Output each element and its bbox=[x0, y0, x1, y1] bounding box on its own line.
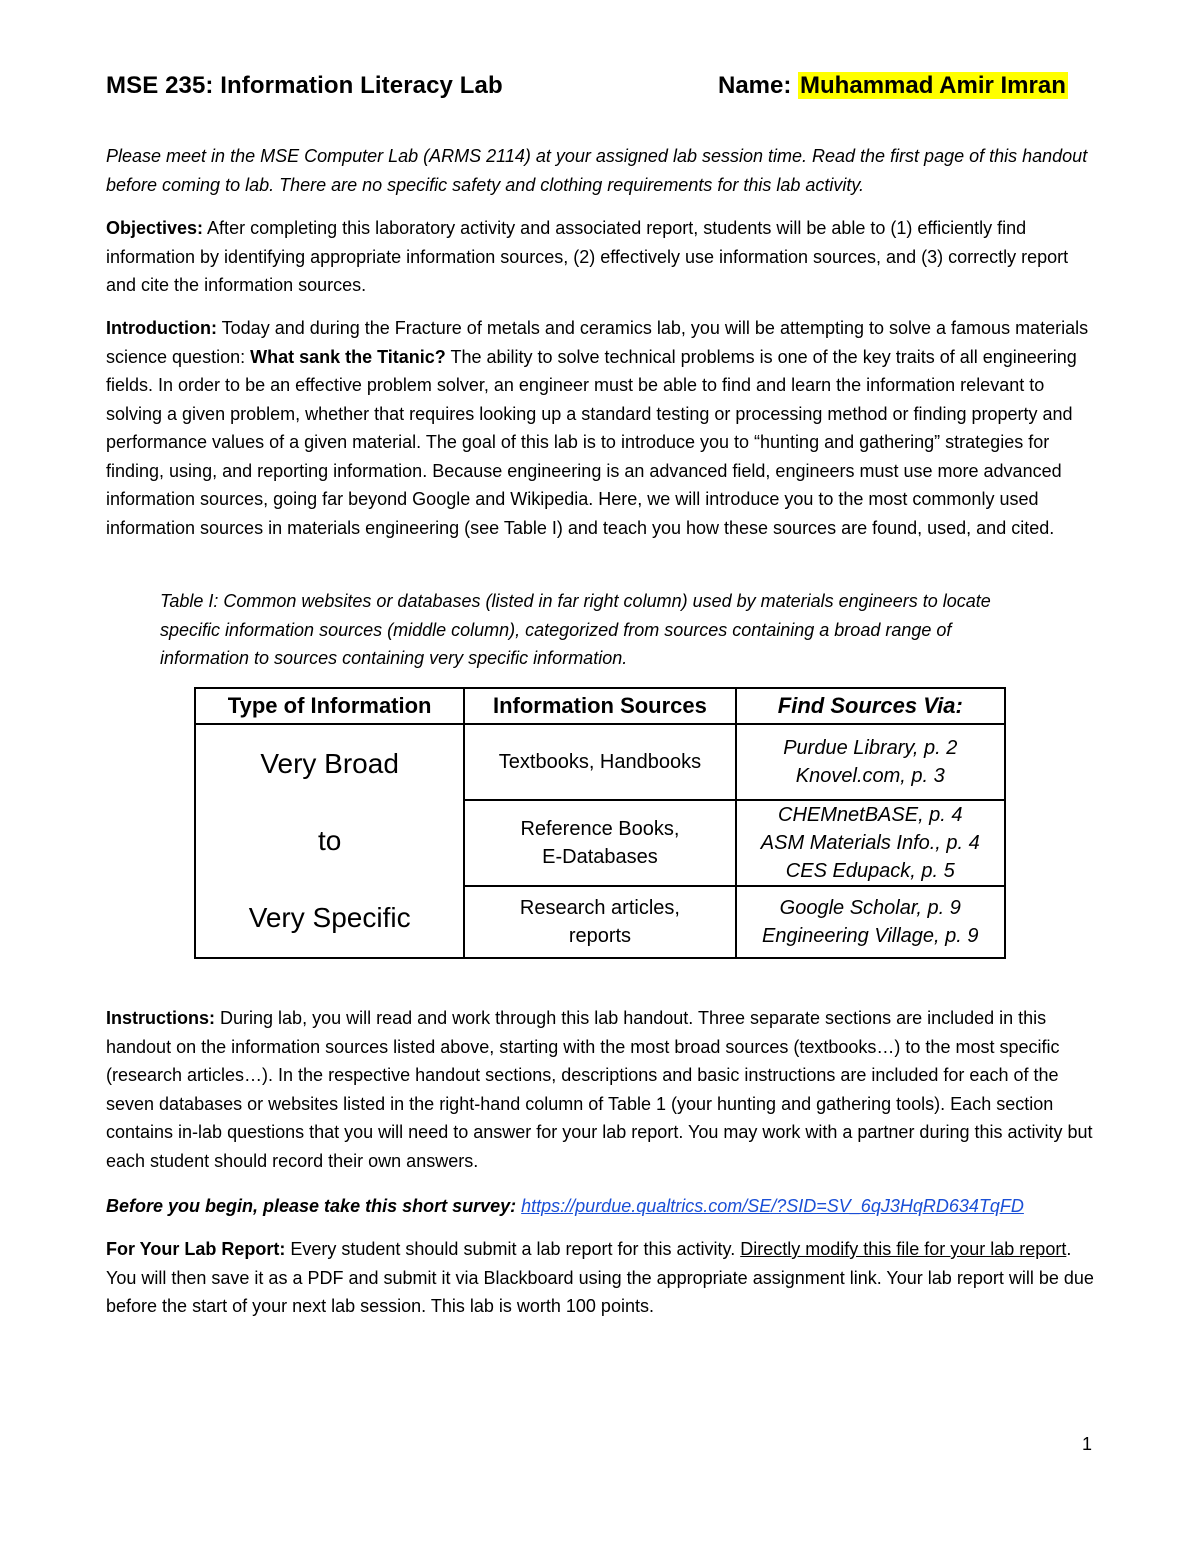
source-line: Reference Books, bbox=[520, 818, 680, 840]
report-label: For Your Lab Report: bbox=[106, 1239, 286, 1259]
objectives-text: After completing this laboratory activity and associated report, students will be able to (1) efficiently find information by identifying appropriate information sources, (2) effectively use information sources, and (3) correctly report and cite the information sources. bbox=[106, 218, 1069, 295]
via-line: Purdue Library, p. 2 bbox=[783, 737, 958, 759]
introduction-label: Introduction: bbox=[106, 318, 217, 338]
report-underlined: Directly modify this file for your lab report bbox=[740, 1239, 1067, 1259]
page-header bbox=[106, 72, 1076, 112]
titanic-question: What sank the Titanic? bbox=[250, 346, 446, 367]
introduction-text-b: The ability to solve technical problems is one of the key traits of all engineering fields. In order to be an effective problem solver, an engineer must be able to find and learn the information relevant to solving a given problem, whether that requires looking up a standard testing or processing method or finding property and performance values of a given material. The goal of this lab is to introduce you to “hunting and gathering” strategies for finding, using, and reporting information. Because engineering is an advanced field, engineers must use more advanced information sources, going far beyond Google and Wikipedia. Here, we will introduce you to the most commonly used information sources in materials engineering (see Table I) and teach you how these sources are found, used, and cited. bbox=[106, 346, 1077, 538]
sources-cell bbox=[464, 724, 735, 800]
source-line: reports bbox=[568, 925, 632, 947]
survey-paragraph bbox=[106, 1192, 1098, 1221]
lab-report-paragraph bbox=[106, 1235, 1098, 1321]
survey-lead: Before you begin, please take this short survey: bbox=[106, 1196, 517, 1216]
header-sources: Information Sources bbox=[464, 688, 735, 724]
instructions-paragraph bbox=[106, 1004, 1098, 1175]
report-text-b: . You will then save it as a PDF and submit it via Blackboard using the appropriate assignment link. Your lab report will be due before the start of your next lab session. This lab is worth 100 points. bbox=[106, 1239, 1094, 1316]
via-cell bbox=[736, 724, 1005, 800]
source-line: E-Databases bbox=[542, 846, 658, 868]
via-line: ASM Materials Info., p. 4 bbox=[760, 832, 980, 854]
page-number: 1 bbox=[1082, 1434, 1093, 1454]
objectives-paragraph bbox=[106, 214, 1098, 300]
document-title: MSE 235: Information Literacy Lab bbox=[106, 72, 503, 99]
type-very-broad: Very Broad bbox=[260, 747, 399, 779]
via-line: Knovel.com, p. 3 bbox=[795, 765, 945, 787]
introduction-text-a: Today and during the Fracture of metals and ceramics lab, you will be attempting to solve a famous materials science question: bbox=[106, 318, 1089, 367]
header-via: Find Sources Via: bbox=[736, 688, 1005, 724]
instructions-label: Instructions: bbox=[106, 1008, 216, 1028]
name-label: Name: bbox=[718, 72, 792, 99]
introduction-paragraph bbox=[106, 314, 1098, 542]
via-cell bbox=[736, 800, 1005, 886]
source-line: Research articles, bbox=[519, 897, 680, 919]
via-line: CHEMnetBASE, p. 4 bbox=[778, 804, 963, 826]
source-line: Textbooks, Handbooks bbox=[498, 751, 702, 773]
via-cell bbox=[736, 886, 1005, 958]
objectives-label: Objectives: bbox=[106, 218, 204, 238]
header-type: Type of Information bbox=[195, 688, 464, 724]
report-text-a: Every student should submit a lab report for this activity. bbox=[285, 1239, 741, 1259]
name-field bbox=[718, 72, 1068, 100]
table-row bbox=[195, 724, 1005, 800]
table-caption: Table I: Common websites or databases (listed in far right column) used by materials engineers to locate specific information sources (middle column), categorized from sources containing a broad range of information to sources containing very specific information. bbox=[160, 591, 991, 668]
via-line: Engineering Village, p. 9 bbox=[762, 925, 979, 947]
instructions-text: During lab, you will read and work through this lab handout. Three separate sections are included in this handout on the information sources listed above, starting with the most broad sources (textbooks…) to the most specific (research articles…). In the respective handout sections, descriptions and basic instructions are included for each of the seven databases or websites listed in the right-hand column of Table 1 (your hunting and gathering tools). Each section contains in-lab questions that you will need to answer for your lab report. You may work with a partner during this activity but each student should record their own answers. bbox=[106, 1008, 1093, 1171]
type-scale-cell bbox=[195, 724, 464, 958]
sources-cell bbox=[464, 886, 735, 958]
sources-cell bbox=[464, 800, 735, 886]
via-line: Google Scholar, p. 9 bbox=[779, 897, 961, 919]
via-line: CES Edupack, p. 5 bbox=[785, 860, 955, 882]
type-very-specific: Very Specific bbox=[248, 902, 411, 934]
student-name: Muhammad Amir Imran bbox=[800, 72, 1066, 99]
information-sources-table bbox=[194, 687, 1006, 959]
table-header-row bbox=[195, 688, 1005, 724]
type-to: to bbox=[317, 824, 342, 856]
intro-note: Please meet in the MSE Computer Lab (ARMS 2114) at your assigned lab session time. Read the first page of this handout before coming to lab. There are no specific safety and clothing requirements for this lab activity. bbox=[106, 146, 1088, 195]
survey-link[interactable]: https://purdue.qualtrics.com/SE/?SID=SV_6qJ3HqRD634TqFD bbox=[521, 1196, 1024, 1216]
